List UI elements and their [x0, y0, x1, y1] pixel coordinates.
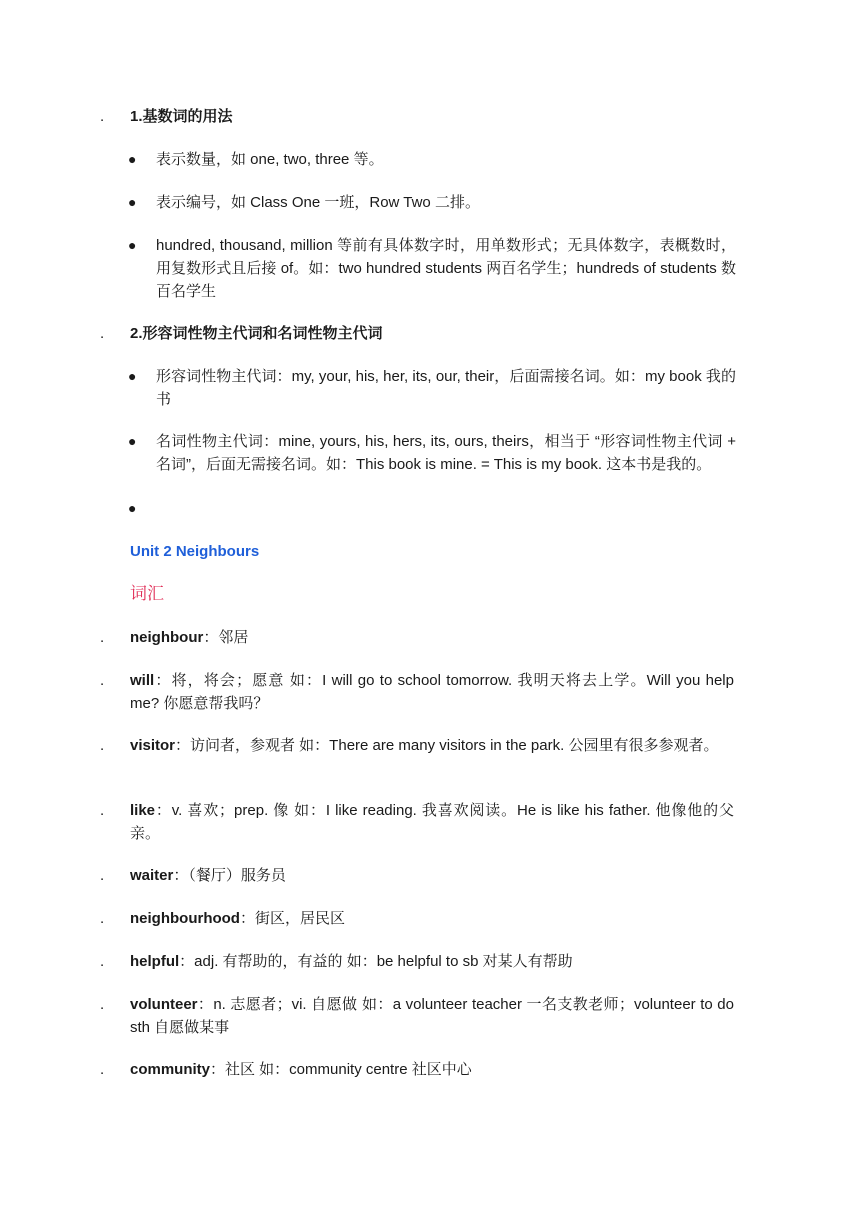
vocab-entry-text — [130, 734, 734, 757]
list-marker: . — [100, 996, 105, 1013]
list-marker: . — [100, 108, 105, 125]
vocab-entry-text — [130, 669, 734, 715]
list-marker: . — [100, 953, 105, 970]
bullet-text: 形容词性物主代词：my, your, his, her, its, our, their，后面需接名词。如：my book 我的书 — [156, 368, 736, 408]
vocab-definition: ：访问者，参观者 如：There are many visitors in the park. 公园里有很多参观者。 — [175, 737, 719, 754]
vocab-word: community — [130, 1061, 211, 1078]
vocab-entry-text — [130, 799, 734, 845]
vocab-word: volunteer — [130, 996, 198, 1013]
bullet-icon: ● — [128, 500, 137, 516]
list-marker: . — [100, 910, 105, 927]
vocab-entry-text — [130, 626, 734, 649]
section-heading: 1.基数词的用法 — [130, 108, 233, 125]
bullet-text: 表示数量，如 one, two, three 等。 — [156, 151, 384, 168]
vocab-word: waiter — [130, 867, 174, 884]
vocab-definition: ：n. 志愿者；vi. 自愿做 如：a volunteer teacher 一名支教老师；volunteer to do sth 自愿做某事 — [130, 996, 734, 1036]
bullet-icon: ● — [128, 368, 137, 384]
vocab-entry-text — [130, 907, 734, 930]
bullet-icon: ● — [128, 194, 137, 210]
vocab-word: neighbour — [130, 629, 204, 646]
list-marker: . — [100, 672, 105, 689]
vocab-definition: ：将，将会；愿意 如：I will go to school tomorrow. 我明天将去上学。Will you help me? 你愿意帮我吗？ — [130, 672, 734, 712]
vocab-word: visitor — [130, 737, 176, 754]
bullet-text: 表示编号，如 Class One 一班，Row Two 二排。 — [156, 194, 480, 211]
vocab-definition: ：（餐厅）服务员 — [173, 867, 286, 884]
unit-title: Unit 2 Neighbours — [130, 543, 260, 560]
bullet-text: 名词性物主代词：mine, yours, his, hers, its, ours, theirs，相当于 “形容词性物主代词 + 名词”，后面无需接名词。如：This book is mine. = This is my book. 这本书是我的。 — [156, 433, 736, 473]
vocab-entry-text — [130, 950, 734, 973]
vocab-word: neighbourhood — [130, 910, 240, 927]
bullet-icon: ● — [128, 237, 137, 253]
list-marker: . — [100, 802, 105, 819]
vocab-entry-text — [130, 1058, 734, 1081]
vocab-word: will — [130, 672, 155, 689]
list-marker: . — [100, 325, 105, 342]
list-marker: . — [100, 867, 105, 884]
vocab-definition: ：邻居 — [203, 629, 249, 646]
bullet-icon: ● — [128, 151, 137, 167]
vocab-entry-text — [130, 864, 734, 887]
vocab-word: like — [130, 802, 156, 819]
vocab-heading: 词汇 — [130, 584, 164, 603]
list-marker: . — [100, 737, 105, 754]
bullet-text: hundred, thousand, million 等前有具体数字时，用单数形式；无具体数字，表概数时，用复数形式且后接 of。如：two hundred students 两百名学生；hundreds of students 数百名学生 — [156, 237, 736, 300]
bullet-icon: ● — [128, 433, 137, 449]
vocab-word: helpful — [130, 953, 180, 970]
vocab-definition: ：adj. 有帮助的，有益的 如：be helpful to sb 对某人有帮助 — [179, 953, 573, 970]
vocab-definition: ：社区 如：community centre 社区中心 — [210, 1061, 472, 1078]
vocab-entry-text — [130, 993, 734, 1039]
list-marker: . — [100, 629, 105, 646]
vocab-definition: ：街区，居民区 — [239, 910, 345, 927]
list-marker: . — [100, 1061, 105, 1078]
vocab-definition: ：v. 喜欢；prep. 像 如：I like reading. 我喜欢阅读。He is like his father. 他像他的父亲。 — [130, 802, 734, 842]
section-heading: 2.形容词性物主代词和名词性物主代词 — [130, 325, 383, 342]
